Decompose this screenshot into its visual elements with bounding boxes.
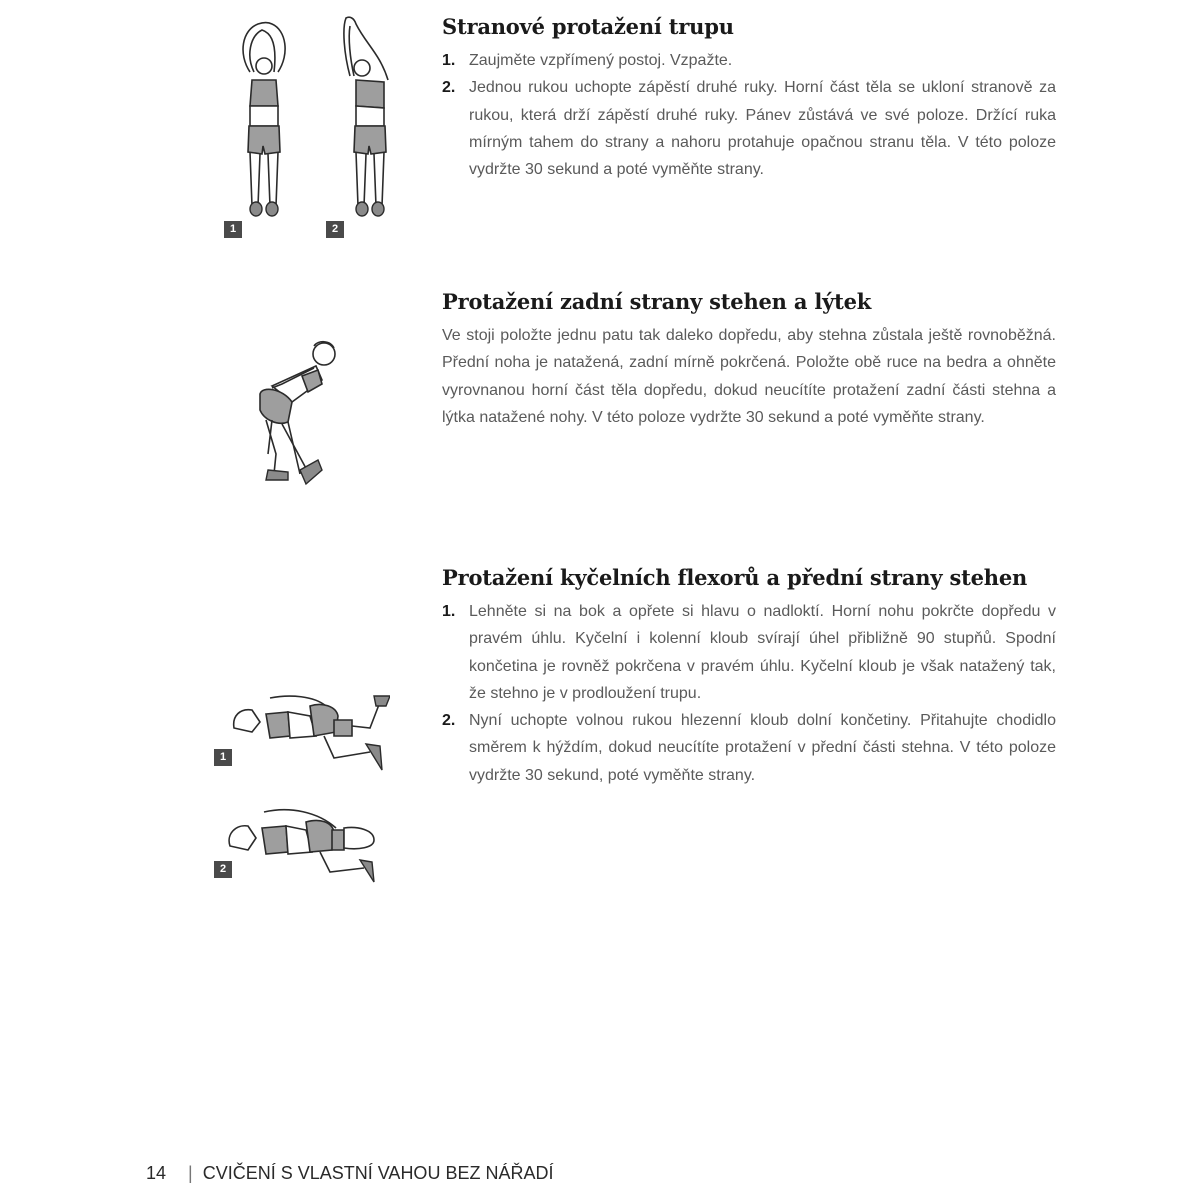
section-title: Protažení kyčelních flexorů a přední strany stehen: [442, 565, 1028, 590]
footer-separator: |: [188, 1163, 193, 1183]
section-side-stretch: [442, 14, 1056, 183]
standing-arms-up-illustration: [228, 14, 298, 219]
figure-badge-1: 1: [214, 749, 232, 766]
figure-side-stretch-1: [228, 14, 298, 219]
step-number: 2.: [442, 712, 456, 730]
side-lying-illustration-1: [230, 692, 390, 774]
step-item: [442, 47, 1056, 74]
chapter-title: CVIČENÍ S VLASTNÍ VAHOU BEZ NÁŘADÍ: [202, 1163, 554, 1183]
step-number: 1.: [442, 52, 456, 69]
figure-side-stretch-2: [336, 14, 406, 219]
step-item: [442, 707, 1056, 789]
figure-hip-flexor-stretch-1: [230, 692, 390, 774]
figure-badge-2: 2: [326, 221, 344, 238]
step-text: Jednou rukou uchopte zápěstí druhé ruky. Horní část těla se ukloní stranově za rukou, která drží zápěstí druhé ruky. Pánev zůstává ve své poloze. Držící ruka mírným tahem do strany a nahoru protahuje opačnou stranu těla. V této poloze vydržte 30 sekund a poté vyměňte strany.: [469, 79, 1056, 179]
figure-badge-2: 2: [214, 861, 232, 878]
page-number: 14: [146, 1163, 167, 1183]
section-title: Stranové protažení trupu: [442, 14, 734, 39]
step-list: [442, 47, 1056, 183]
step-item: [442, 74, 1056, 183]
forward-bend-illustration: [252, 336, 347, 491]
step-text: Nyní uchopte volnou rukou hlezenní kloub dolní končetiny. Přitahujte chodidlo směrem k hýždím, dokud neucítíte protažení v přední části stehna. V této poloze vydržte 30 sekund, poté vyměňte strany.: [469, 712, 1056, 784]
step-number: 1.: [442, 603, 456, 620]
page-footer: [146, 1163, 553, 1184]
figure-hamstring-stretch: [252, 336, 347, 491]
section-hamstring-stretch: [442, 289, 1056, 431]
step-text: Lehněte si na bok a opřete si hlavu o nadloktí. Horní nohu pokrčte dopředu v pravém úhlu. Kyčelní i kolenní kloub svírají úhel přibližně 90 stupňů. Spodní končetina je rovněž pokrčena v pravém úhlu. Kyčelní kloub je však natažený tak, že stehno je v prodloužení trupu.: [469, 603, 1056, 702]
figure-badge-1: 1: [224, 221, 242, 238]
section-title: Protažení zadní strany stehen a lýtek: [442, 289, 872, 314]
figure-hip-flexor-stretch-2: [224, 806, 384, 886]
step-list: [442, 598, 1056, 789]
step-number: 2.: [442, 79, 456, 97]
step-item: [442, 598, 1056, 707]
side-lying-illustration-2: [224, 806, 384, 886]
step-text: Zaujměte vzpřímený postoj. Vzpažte.: [469, 52, 733, 69]
standing-side-bend-illustration: [336, 14, 406, 219]
section-description: Ve stoji položte jednu patu tak daleko dopředu, aby stehna zůstala ještě rovnoběžná. Přední noha je natažená, zadní mírně pokrčená. Položte obě ruce na bedra a ohněte vyrovnanou horní část těla dopředu, dokud neucítíte protažení zadní části stehna a lýtka natažené nohy. V této poloze vydržte 30 sekund a poté vyměňte strany.: [442, 327, 1056, 426]
section-hip-flexor-stretch: [442, 565, 1056, 789]
